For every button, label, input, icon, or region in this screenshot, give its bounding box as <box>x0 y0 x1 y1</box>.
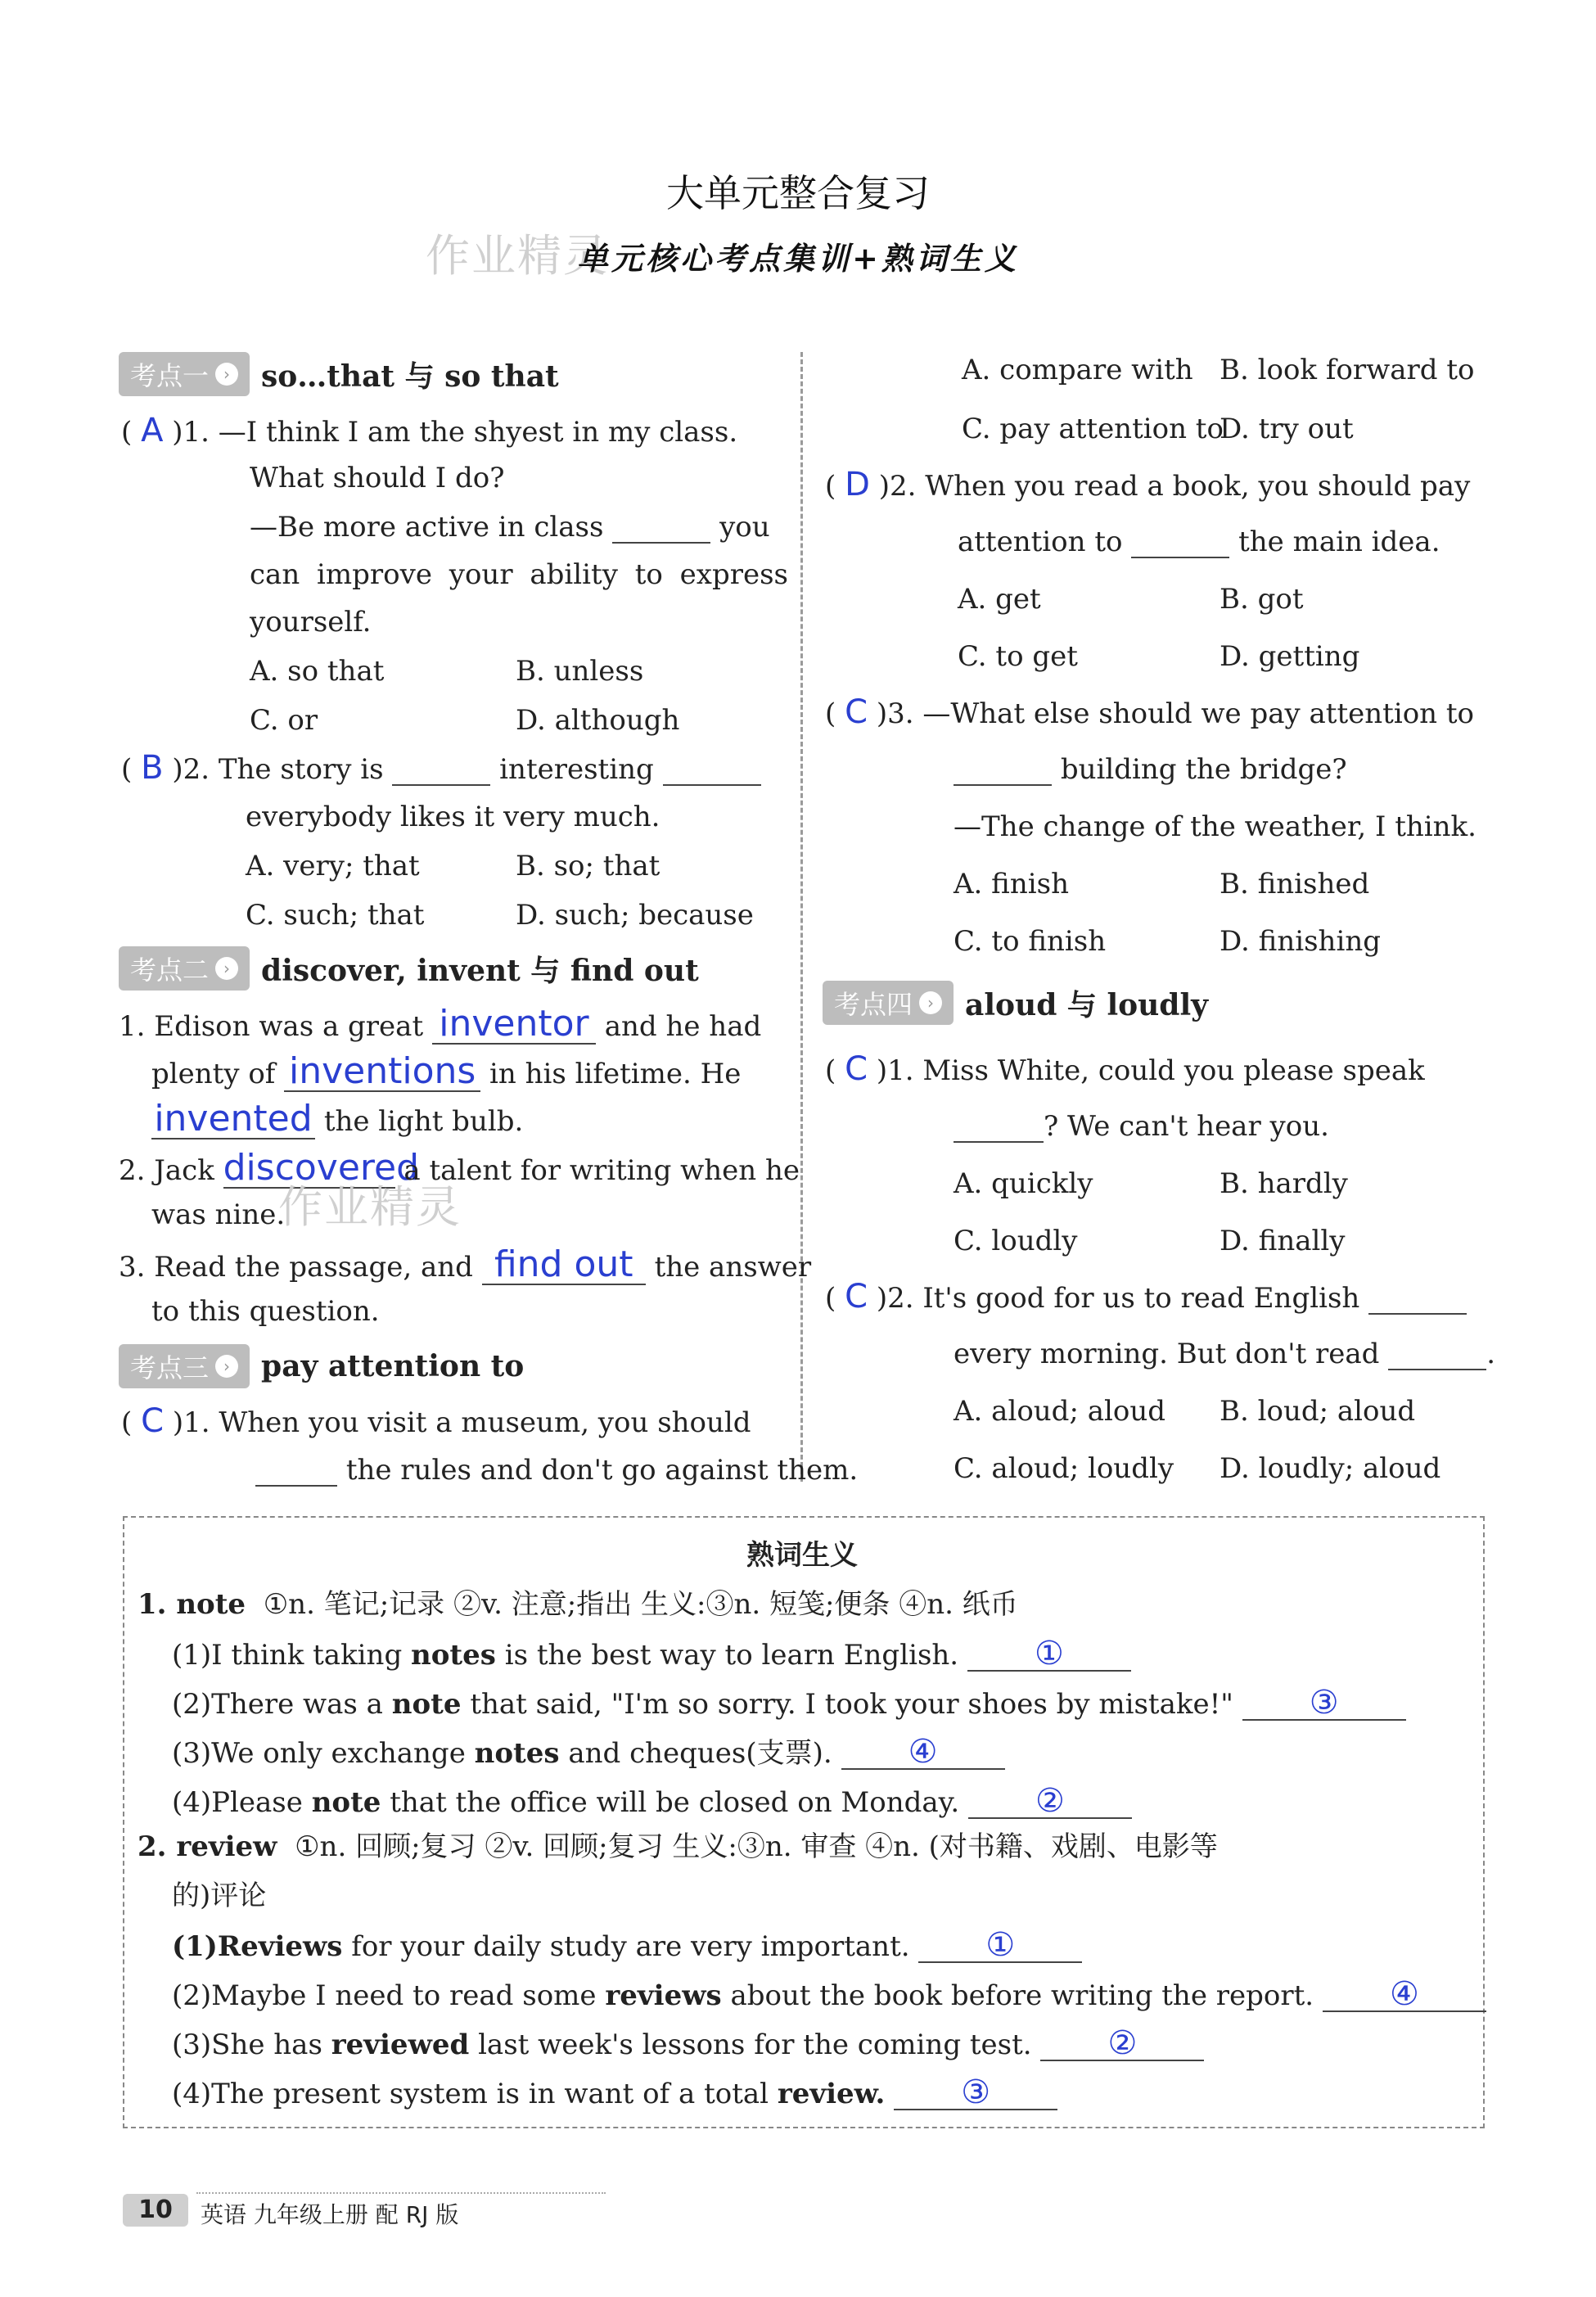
filled-answer: invented <box>151 1100 315 1139</box>
answer-blank <box>954 1141 1044 1143</box>
option: B. unless <box>516 655 644 688</box>
answer-blank <box>954 784 1052 786</box>
answer-blank <box>255 1485 337 1487</box>
chevron-right-icon: › <box>215 363 238 386</box>
vocab-sentence: (4)The present system is in want of a total review. ③ <box>172 2076 1057 2110</box>
vocab-sentence: (3)We only exchange notes and cheques(支票). ④ <box>172 1735 1005 1770</box>
chevron-right-icon: › <box>215 957 238 980</box>
option: D. such; because <box>516 899 754 932</box>
question-text: plenty of inventions in his lifetime. He <box>151 1050 742 1092</box>
question-kd4-q2: ( C )2. It's good for us to read English <box>825 1280 1467 1315</box>
option: A. finish <box>954 868 1069 900</box>
section-header-kd2 <box>119 946 699 991</box>
answer-blank <box>612 542 710 544</box>
vocab-box-title: 熟词生义 <box>746 1539 858 1572</box>
vocab-word-review: 2. review ①n. 回顾;复习 ②v. 回顾;复习 生义:③n. 审查 ④n. (对书籍、戏剧、电影等 <box>138 1830 1218 1863</box>
question-text: What should I do? <box>250 462 505 494</box>
question-kd3-q2: ( D )2. When you read a book, you should pay <box>825 466 1471 503</box>
vocab-sentence: (1)I think taking notes is the best way to learn English. ① <box>172 1637 1131 1672</box>
section-header-kd3 <box>119 1344 524 1388</box>
filled-answer: ④ <box>841 1735 1005 1770</box>
question-text: —The change of the weather, I think. <box>954 810 1477 843</box>
section-tag: 考点二 › <box>119 946 250 991</box>
question-text: was nine. <box>151 1198 286 1231</box>
option: C. or <box>250 704 318 737</box>
chevron-right-icon: › <box>919 991 942 1014</box>
option: B. look forward to <box>1220 354 1475 386</box>
option: D. loudly; aloud <box>1220 1452 1441 1485</box>
filled-answer: ① <box>918 1929 1082 1963</box>
question-kd2-q3: 3. Read the passage, and find out the answer <box>119 1243 812 1285</box>
vocab-sentence: (4)Please note that the office will be closed on Monday. ② <box>172 1785 1132 1819</box>
question-kd1-q1: ( A )1. —I think I am the shyest in my class. <box>121 412 738 449</box>
option: D. finishing <box>1220 925 1381 958</box>
question-text: to this question. <box>151 1295 380 1328</box>
filled-answer: ③ <box>894 2076 1057 2110</box>
option: B. hardly <box>1220 1167 1348 1200</box>
vocab-meaning-cont: 的)评论 <box>172 1880 267 1912</box>
page-number: 10 <box>123 2194 188 2227</box>
question-text: yourself. <box>250 606 372 639</box>
filled-answer: ④ <box>1323 1978 1486 2012</box>
answer: C <box>845 1278 868 1315</box>
option: C. such; that <box>246 899 425 932</box>
option: A. quickly <box>954 1167 1093 1200</box>
section-title: so…that 与 so that <box>261 359 559 394</box>
filled-answer: ① <box>967 1637 1131 1672</box>
vocab-sentence: (3)She has reviewed last week's lessons for the coming test. ② <box>172 2027 1204 2061</box>
section-title: pay attention to <box>261 1349 525 1383</box>
option: C. loudly <box>954 1225 1078 1257</box>
filled-answer: inventions <box>284 1053 480 1092</box>
option: A. get <box>958 583 1041 616</box>
question-text: every morning. But don't read . <box>954 1338 1496 1370</box>
option: D. try out <box>1220 413 1354 445</box>
question-kd1-q2: ( B )2. The story is interesting <box>121 751 761 786</box>
answer: C <box>141 1402 165 1440</box>
question-kd3-q1: ( C )1. When you visit a museum, you should <box>121 1402 751 1440</box>
option: B. so; that <box>516 850 660 882</box>
option: C. to get <box>958 640 1078 673</box>
page-title: 大单元整合复习 <box>666 171 930 215</box>
filled-answer: discovered <box>223 1147 420 1189</box>
section-tag: 考点一 › <box>119 352 250 396</box>
watermark: 作业精灵 <box>278 1181 462 1233</box>
option: B. loud; aloud <box>1220 1395 1416 1428</box>
option: B. finished <box>1220 868 1370 900</box>
answer: B <box>141 749 164 787</box>
question-text: everybody likes it very much. <box>246 801 660 833</box>
option: A. so that <box>250 655 385 688</box>
option: A. very; that <box>246 850 420 882</box>
option: D. getting <box>1220 640 1360 673</box>
section-tag: 考点三 › <box>119 1344 250 1388</box>
answer-blank <box>663 784 761 786</box>
section-header-kd4 <box>823 981 1208 1025</box>
section-title: discover, invent 与 find out <box>261 953 699 988</box>
filled-answer: inventor <box>432 1005 596 1045</box>
section-title: aloud 与 loudly <box>965 987 1209 1022</box>
column-divider <box>800 352 803 1482</box>
option: C. pay attention to <box>962 413 1224 445</box>
filled-answer: ② <box>1040 2027 1204 2061</box>
option: A. aloud; aloud <box>954 1395 1165 1428</box>
vocab-sentence: (2)There was a note that said, "I'm so sorry. I took your shoes by mistake!" ③ <box>172 1686 1406 1721</box>
chevron-right-icon: › <box>215 1355 238 1378</box>
section-tag: 考点四 › <box>823 981 954 1025</box>
footer-divider <box>196 2192 606 2194</box>
section-header-kd1 <box>119 352 559 396</box>
option: A. compare with <box>962 354 1193 386</box>
filled-answer: find out <box>482 1246 646 1285</box>
vocab-sentence: (1)Reviews for your daily study are very important. ① <box>172 1929 1082 1963</box>
answer: A <box>141 412 164 449</box>
question-text: —Be more active in class you <box>250 511 770 544</box>
option: D. finally <box>1220 1225 1346 1257</box>
question-text: ? We can't hear you. <box>954 1110 1329 1143</box>
option: C. to finish <box>954 925 1107 958</box>
vocab-word-note: 1. note ①n. 笔记;记录 ②v. 注意;指出 生义:③n. 短笺;便条 ④n. 纸币 <box>138 1588 1018 1621</box>
answer: C <box>845 1050 868 1088</box>
question-text: invented the light bulb. <box>151 1100 523 1139</box>
question-text: building the bridge? <box>954 753 1347 786</box>
question-kd4-q1: ( C )1. Miss White, could you please speak <box>825 1050 1425 1088</box>
answer-blank <box>1131 557 1229 558</box>
watermark: 作业精灵 <box>426 230 609 282</box>
option: D. although <box>516 704 680 737</box>
option: B. got <box>1220 583 1304 616</box>
filled-answer: ② <box>968 1785 1132 1819</box>
filled-answer: ③ <box>1242 1686 1406 1721</box>
question-text: can improve your ability to express <box>250 558 788 591</box>
answer: C <box>845 693 868 731</box>
question-text: attention to the main idea. <box>958 526 1440 558</box>
question-kd2-q1: 1. Edison was a great inventor and he had <box>119 1003 762 1045</box>
page-subtitle: 单元核心考点集训+熟词生义 <box>577 240 1019 277</box>
answer-blank <box>392 784 490 786</box>
option: C. aloud; loudly <box>954 1452 1174 1485</box>
footer-text: 英语 九年级上册 配 RJ 版 <box>201 2201 459 2228</box>
answer-blank <box>1368 1313 1467 1315</box>
question-kd2-q2: 2. Jack discovered a talent for writing when he <box>119 1147 800 1189</box>
question-text: the rules and don't go against them. <box>255 1454 858 1487</box>
answer: D <box>845 466 870 503</box>
answer-blank <box>1388 1369 1486 1370</box>
question-kd3-q3: ( C )3. —What else should we pay attention to <box>825 693 1474 731</box>
vocab-sentence: (2)Maybe I need to read some reviews about the book before writing the report. ④ <box>172 1978 1486 2012</box>
